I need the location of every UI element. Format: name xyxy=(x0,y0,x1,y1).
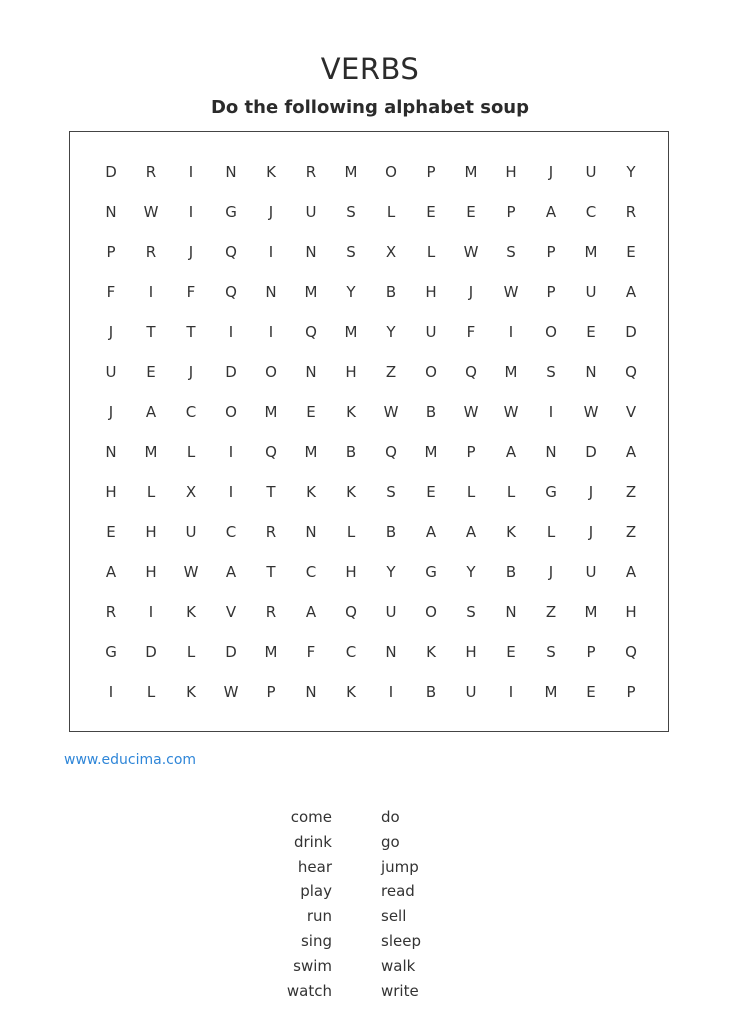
grid-letter: O xyxy=(425,603,437,621)
grid-letter: P xyxy=(266,683,276,701)
grid-letter: M xyxy=(424,443,438,461)
grid-letter: N xyxy=(225,163,237,181)
grid-letter: A xyxy=(505,443,517,461)
grid-letter: X xyxy=(385,243,397,261)
grid-letter: E xyxy=(426,483,436,501)
grid-letter: M xyxy=(584,243,598,261)
grid-letter: A xyxy=(625,283,637,301)
page-subtitle: Do the following alphabet soup xyxy=(210,97,530,118)
grid-letter: G xyxy=(225,203,237,221)
grid-letter: W xyxy=(383,403,399,421)
grid-letter: N xyxy=(105,203,117,221)
grid-letter: H xyxy=(345,563,357,581)
word-list-item: go xyxy=(381,832,400,851)
grid-letter: P xyxy=(546,243,556,261)
grid-letter: J xyxy=(468,283,474,301)
word-list-item: sing xyxy=(300,932,332,950)
grid-letter: P xyxy=(626,683,636,701)
grid-letter: Z xyxy=(545,603,557,621)
grid-letter: D xyxy=(225,363,237,381)
grid-letter: P xyxy=(506,203,516,221)
grid-letter: C xyxy=(225,523,237,541)
grid-letter: N xyxy=(585,363,597,381)
grid-letter: F xyxy=(186,283,196,301)
grid-letter: W xyxy=(463,243,479,261)
grid-letter: U xyxy=(385,603,397,621)
grid-letter: B xyxy=(425,403,437,421)
grid-letter: I xyxy=(548,403,554,421)
grid-letter: I xyxy=(188,203,194,221)
grid-letter: Y xyxy=(346,283,356,301)
grid-letter: N xyxy=(105,443,117,461)
grid-letter: F xyxy=(106,283,116,301)
grid-letter: K xyxy=(306,483,316,501)
grid-letter: J xyxy=(268,203,274,221)
grid-letter: W xyxy=(503,403,519,421)
word-search-grid xyxy=(69,131,669,732)
grid-letter: K xyxy=(506,523,516,541)
grid-letter: M xyxy=(304,443,318,461)
grid-letter: L xyxy=(346,523,356,541)
grid-letter: Y xyxy=(626,163,636,181)
grid-letter: E xyxy=(106,523,116,541)
grid-letter: S xyxy=(386,483,396,501)
grid-letter: J xyxy=(188,243,194,261)
grid-letter: S xyxy=(346,203,356,221)
grid-letter: K xyxy=(346,403,356,421)
grid-letter: M xyxy=(504,363,518,381)
grid-letter: I xyxy=(108,683,114,701)
grid-letter: R xyxy=(145,243,157,261)
word-list-item: play xyxy=(300,882,332,901)
grid-letter: J xyxy=(588,483,594,501)
grid-letter: M xyxy=(544,683,558,701)
grid-letter: S xyxy=(546,363,556,381)
grid-letter: K xyxy=(186,603,196,621)
grid-letter: H xyxy=(145,563,157,581)
grid-letter: L xyxy=(546,523,556,541)
grid-letter: H xyxy=(345,363,357,381)
grid-letter: L xyxy=(186,443,196,461)
grid-letter: H xyxy=(105,483,117,501)
grid-letter: A xyxy=(225,563,237,581)
grid-letter: H xyxy=(465,643,477,661)
grid-letter: C xyxy=(305,563,317,581)
grid-letter: J xyxy=(188,363,194,381)
grid-letter: R xyxy=(145,163,157,181)
grid-letter: M xyxy=(584,603,598,621)
grid-letter: W xyxy=(503,283,519,301)
grid-letter: E xyxy=(306,403,316,421)
grid-letter: A xyxy=(425,523,437,541)
grid-letter: V xyxy=(625,403,637,421)
grid-letter: P xyxy=(426,163,436,181)
grid-letter: L xyxy=(186,643,196,661)
grid-letter: N xyxy=(545,443,557,461)
grid-letter: C xyxy=(345,643,357,661)
grid-letter: S xyxy=(506,243,516,261)
grid-letter: C xyxy=(185,403,197,421)
grid-letter: A xyxy=(625,443,637,461)
grid-letter: H xyxy=(625,603,637,621)
grid-letter: Y xyxy=(386,323,396,341)
grid-letter: L xyxy=(386,203,396,221)
grid-letter: V xyxy=(225,603,237,621)
grid-letter: R xyxy=(265,603,277,621)
word-list-item: read xyxy=(381,882,415,901)
grid-letter: A xyxy=(545,203,557,221)
grid-letter: H xyxy=(425,283,437,301)
grid-letter: D xyxy=(625,323,637,341)
grid-letter: T xyxy=(186,323,196,341)
grid-letter: U xyxy=(305,203,317,221)
grid-letter: R xyxy=(625,203,637,221)
grid-letter: B xyxy=(505,563,517,581)
word-list-item: drink xyxy=(293,832,332,851)
grid-letter: I xyxy=(388,683,394,701)
grid-letter: B xyxy=(385,523,397,541)
grid-letter: A xyxy=(145,403,157,421)
grid-letter: E xyxy=(426,203,436,221)
grid-letter: I xyxy=(508,683,514,701)
grid-letter: Y xyxy=(466,563,476,581)
word-list-item: sleep xyxy=(381,932,421,950)
grid-letter: H xyxy=(505,163,517,181)
grid-letter: O xyxy=(425,363,437,381)
grid-letter: E xyxy=(146,363,156,381)
grid-letter: O xyxy=(265,363,277,381)
grid-letter: R xyxy=(305,163,317,181)
grid-letter: M xyxy=(264,403,278,421)
word-list-item: jump xyxy=(381,857,419,876)
grid-letter: I xyxy=(228,323,234,341)
letter-grid xyxy=(91,152,651,712)
grid-letter: A xyxy=(105,563,117,581)
grid-letter: E xyxy=(506,643,516,661)
grid-letter: C xyxy=(585,203,597,221)
grid-letter: Q xyxy=(265,443,277,461)
word-list-item: hear xyxy=(297,857,332,876)
grid-letter: I xyxy=(188,163,194,181)
website-link[interactable]: www.educima.com xyxy=(64,752,197,768)
word-list-item: run xyxy=(306,907,332,926)
grid-letter: U xyxy=(585,563,597,581)
grid-letter: U xyxy=(585,163,597,181)
grid-letter: R xyxy=(265,523,277,541)
grid-letter: I xyxy=(228,483,234,501)
grid-letter: L xyxy=(426,243,436,261)
grid-letter: P xyxy=(106,243,116,261)
grid-letter: Q xyxy=(625,643,637,661)
grid-letter: E xyxy=(466,203,476,221)
grid-letter: S xyxy=(466,603,476,621)
grid-letter: T xyxy=(266,563,276,581)
grid-letter: J xyxy=(108,403,114,421)
grid-letter: E xyxy=(626,243,636,261)
grid-letter: L xyxy=(506,483,516,501)
grid-letter: D xyxy=(585,443,597,461)
grid-letter: T xyxy=(266,483,276,501)
grid-letter: P xyxy=(586,643,596,661)
grid-letter: W xyxy=(183,563,199,581)
grid-letter: N xyxy=(385,643,397,661)
grid-letter: O xyxy=(225,403,237,421)
word-list-item: sell xyxy=(381,907,407,926)
grid-letter: I xyxy=(508,323,514,341)
word-list-item: swim xyxy=(293,956,332,975)
grid-letter: X xyxy=(185,483,197,501)
grid-letter: Q xyxy=(305,323,317,341)
grid-letter: M xyxy=(304,283,318,301)
grid-letter: W xyxy=(583,403,599,421)
grid-letter: U xyxy=(105,363,117,381)
grid-letter: A xyxy=(305,603,317,621)
grid-letter: H xyxy=(145,523,157,541)
grid-letter: J xyxy=(548,163,554,181)
grid-letter: I xyxy=(228,443,234,461)
grid-letter: Q xyxy=(465,363,477,381)
grid-letter: Q xyxy=(345,603,357,621)
grid-letter: I xyxy=(148,283,154,301)
grid-letter: N xyxy=(505,603,517,621)
grid-letter: O xyxy=(385,163,397,181)
grid-letter: Q xyxy=(625,363,637,381)
grid-letter: P xyxy=(466,443,476,461)
page-title: VERBS xyxy=(320,52,420,86)
grid-letter: E xyxy=(586,323,596,341)
grid-letter: Q xyxy=(225,283,237,301)
grid-letter: T xyxy=(146,323,156,341)
grid-letter: N xyxy=(265,283,277,301)
grid-letter: N xyxy=(305,243,317,261)
grid-letter: G xyxy=(545,483,557,501)
word-list-item: walk xyxy=(381,956,416,975)
grid-letter: G xyxy=(105,643,117,661)
grid-letter: M xyxy=(344,163,358,181)
word-list-item: watch xyxy=(286,981,332,1000)
grid-letter: N xyxy=(305,523,317,541)
grid-letter: Z xyxy=(385,363,397,381)
grid-letter: M xyxy=(344,323,358,341)
grid-letter: F xyxy=(466,323,476,341)
grid-letter: U xyxy=(465,683,477,701)
grid-letter: D xyxy=(145,643,157,661)
grid-letter: M xyxy=(144,443,158,461)
grid-letter: J xyxy=(588,523,594,541)
grid-letter: I xyxy=(268,243,274,261)
grid-letter: L xyxy=(466,483,476,501)
grid-letter: J xyxy=(108,323,114,341)
grid-letter: P xyxy=(546,283,556,301)
grid-letter: J xyxy=(548,563,554,581)
grid-letter: S xyxy=(546,643,556,661)
grid-letter: K xyxy=(346,483,356,501)
grid-letter: B xyxy=(425,683,437,701)
grid-letter: N xyxy=(305,363,317,381)
grid-letter: L xyxy=(146,683,156,701)
grid-letter: M xyxy=(264,643,278,661)
grid-letter: Z xyxy=(625,483,637,501)
grid-letter: U xyxy=(425,323,437,341)
grid-letter: G xyxy=(425,563,437,581)
grid-letter: Z xyxy=(625,523,637,541)
grid-letter: D xyxy=(225,643,237,661)
grid-letter: O xyxy=(545,323,557,341)
grid-letter: W xyxy=(143,203,159,221)
grid-letter: R xyxy=(105,603,117,621)
grid-letter: Q xyxy=(225,243,237,261)
grid-letter: N xyxy=(305,683,317,701)
grid-letter: Q xyxy=(385,443,397,461)
grid-letter: S xyxy=(346,243,356,261)
grid-letter: E xyxy=(586,683,596,701)
grid-letter: B xyxy=(345,443,357,461)
word-list-item: come xyxy=(290,808,332,826)
grid-letter: Y xyxy=(386,563,396,581)
grid-letter: K xyxy=(426,643,436,661)
grid-letter: L xyxy=(146,483,156,501)
grid-letter: M xyxy=(464,163,478,181)
grid-letter: U xyxy=(185,523,197,541)
grid-letter: W xyxy=(223,683,239,701)
grid-letter: K xyxy=(266,163,276,181)
grid-letter: B xyxy=(385,283,397,301)
grid-letter: U xyxy=(585,283,597,301)
grid-letter: K xyxy=(186,683,196,701)
grid-letter: W xyxy=(463,403,479,421)
word-list-item: do xyxy=(381,808,400,826)
grid-letter: F xyxy=(306,643,316,661)
grid-letter: I xyxy=(268,323,274,341)
grid-letter: K xyxy=(346,683,356,701)
grid-letter: I xyxy=(148,603,154,621)
grid-letter: A xyxy=(625,563,637,581)
grid-letter: D xyxy=(105,163,117,181)
grid-letter: A xyxy=(465,523,477,541)
word-list-item: write xyxy=(381,981,419,1000)
